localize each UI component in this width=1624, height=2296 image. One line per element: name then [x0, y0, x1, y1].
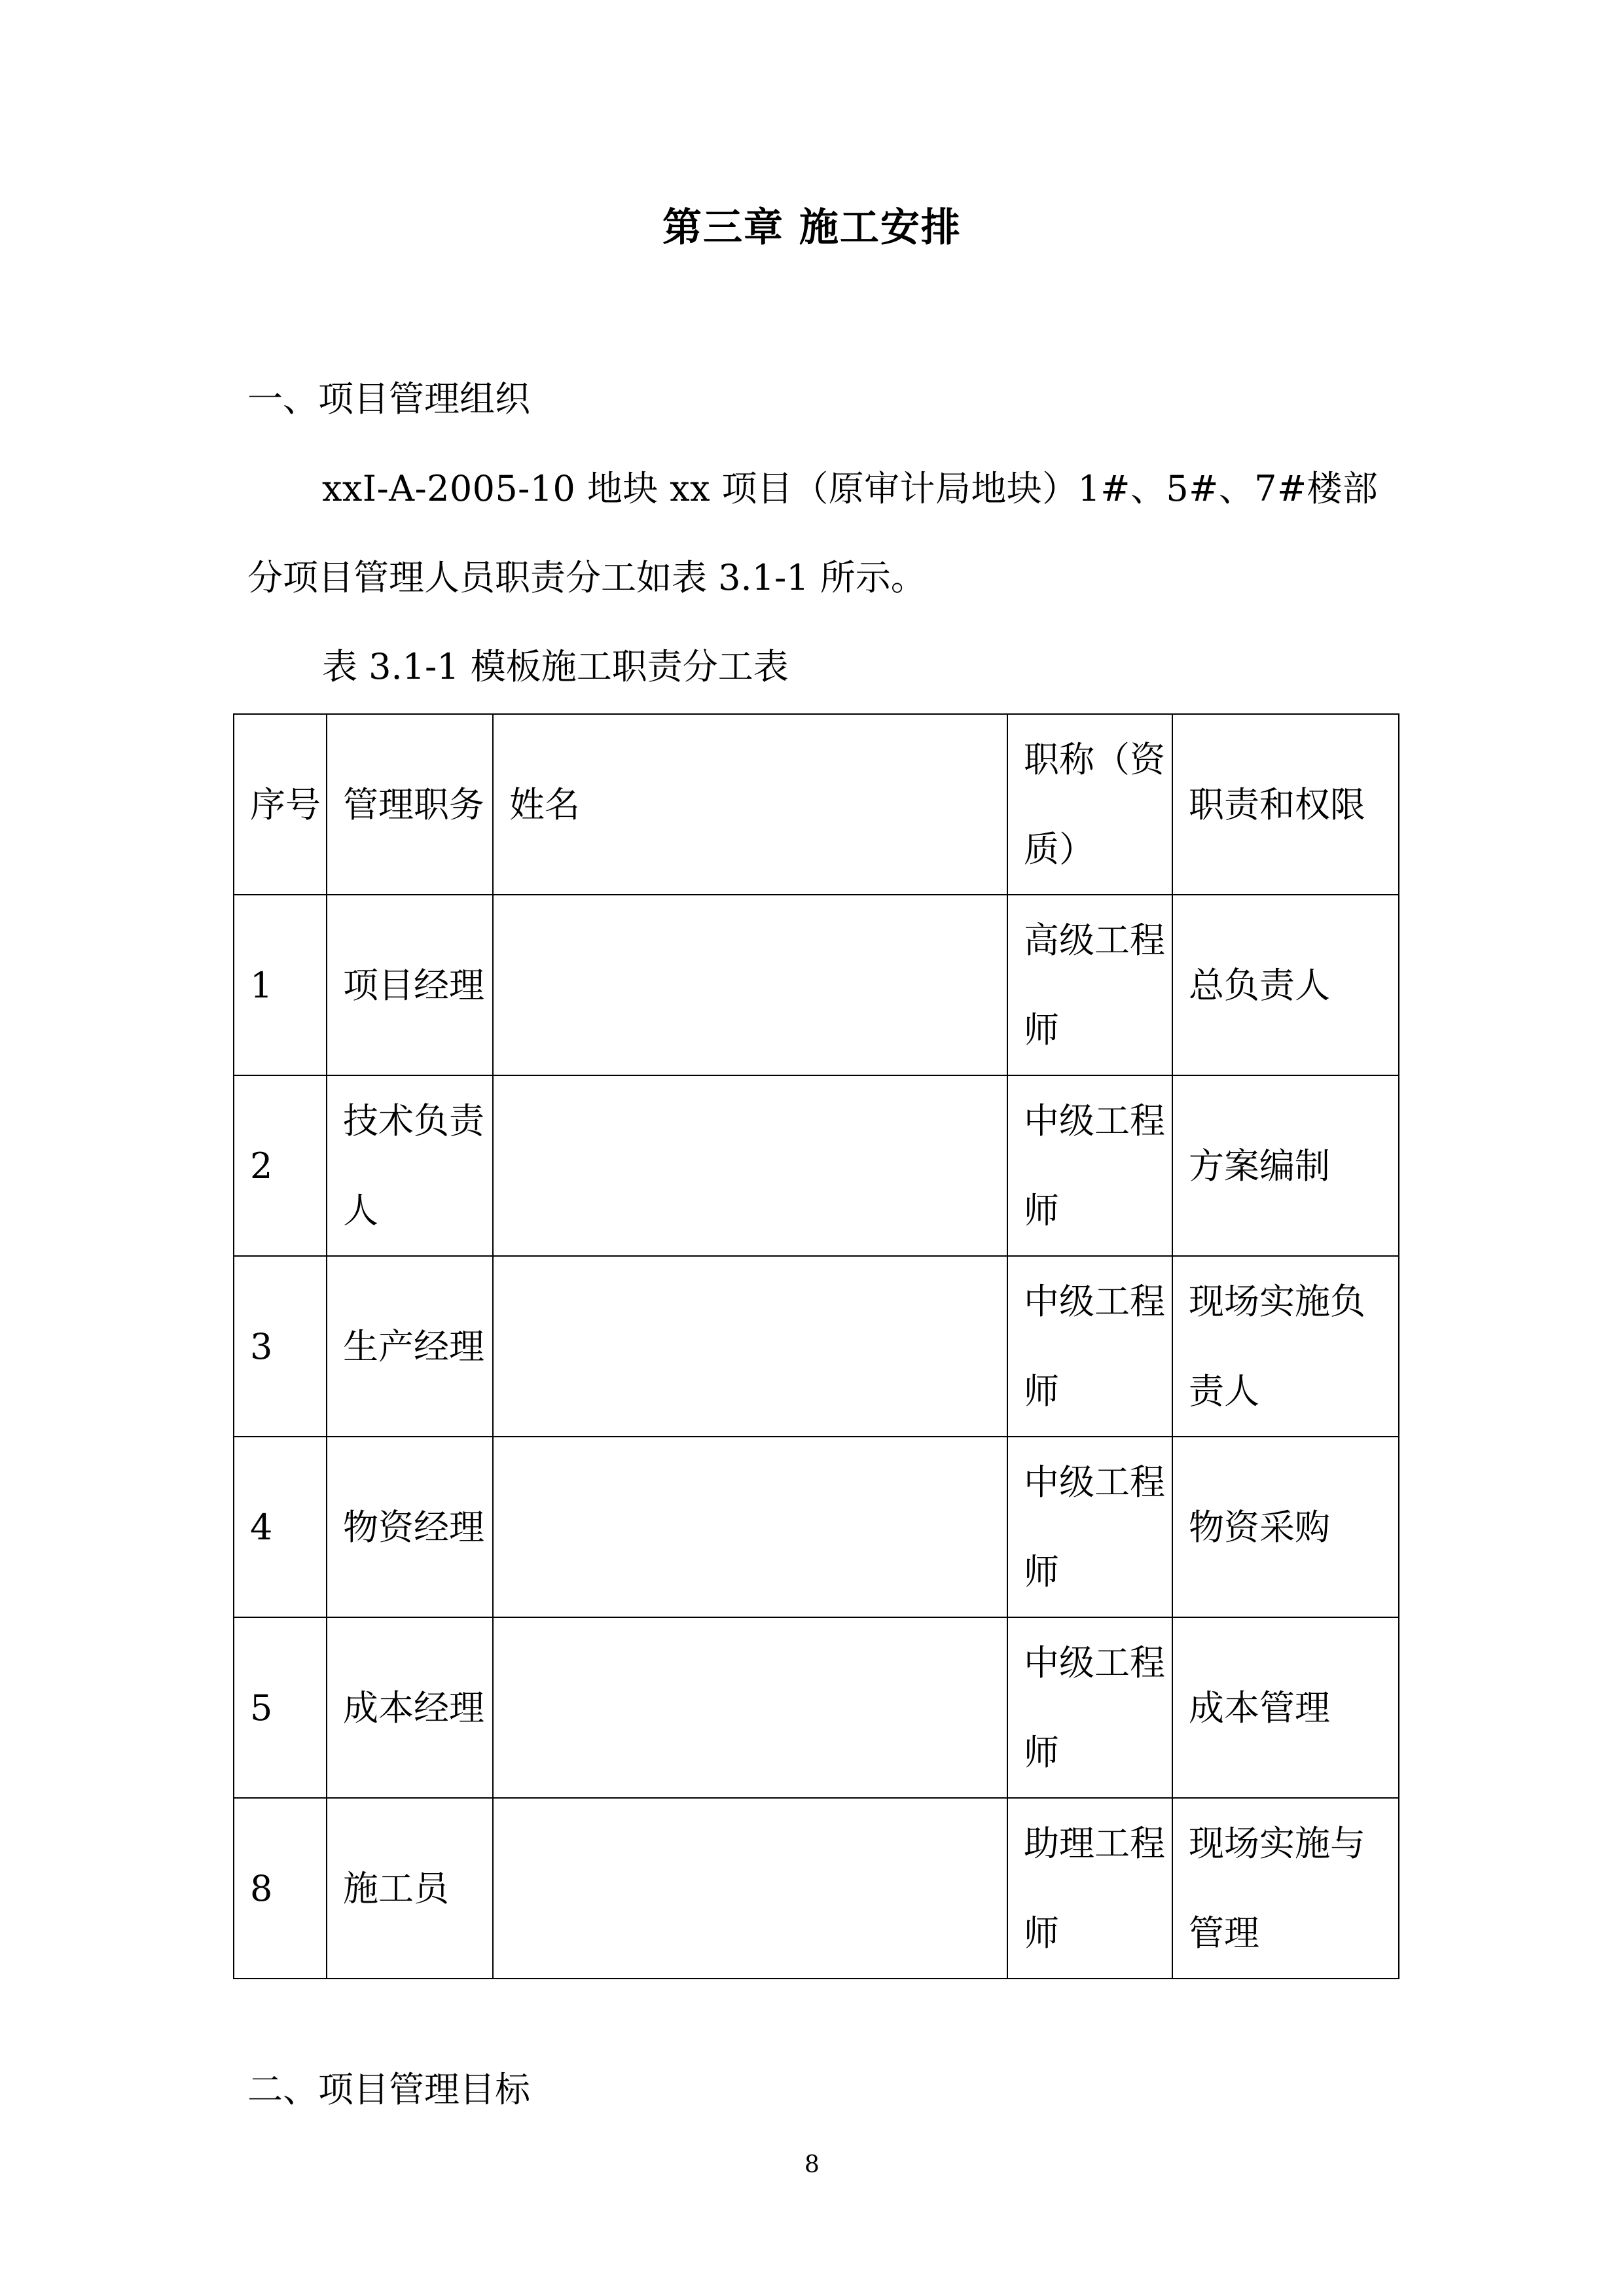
cell-duty: 方案编制 — [1172, 1075, 1399, 1256]
table-row — [234, 1256, 1399, 1437]
cell-seq: 8 — [234, 1798, 327, 1979]
header-name: 姓名 — [493, 714, 1007, 895]
cell-duty: 现场实施与管理 — [1172, 1798, 1399, 1979]
table-row — [234, 1798, 1399, 1979]
cell-title: 中级工程师 — [1007, 1617, 1172, 1798]
cell-name — [493, 1798, 1007, 1979]
cell-title: 中级工程师 — [1007, 1075, 1172, 1256]
cell-duty: 总负责人 — [1172, 895, 1399, 1075]
header-position: 管理职务 — [327, 714, 493, 895]
cell-duty: 现场实施负责人 — [1172, 1256, 1399, 1437]
cell-name — [493, 1256, 1007, 1437]
cell-seq: 5 — [234, 1617, 327, 1798]
section-heading-2: 二、项目管理目标 — [247, 2069, 530, 2110]
table-row — [234, 1075, 1399, 1256]
table-caption: 表 3.1-1 模板施工职责分工表 — [322, 646, 789, 687]
cell-name — [493, 1617, 1007, 1798]
cell-position: 物资经理 — [327, 1437, 493, 1617]
cell-name — [493, 895, 1007, 1075]
chapter-title: 第三章 施工安排 — [662, 205, 962, 251]
duty-table — [233, 713, 1399, 1979]
cell-seq: 2 — [234, 1075, 327, 1256]
cell-position: 成本经理 — [327, 1617, 493, 1798]
cell-duty: 物资采购 — [1172, 1437, 1399, 1617]
cell-seq: 1 — [234, 895, 327, 1075]
cell-position: 项目经理 — [327, 895, 493, 1075]
cell-position: 生产经理 — [327, 1256, 493, 1437]
cell-seq: 3 — [234, 1256, 327, 1437]
section-heading-1: 一、项目管理组织 — [247, 378, 530, 420]
table-row — [234, 895, 1399, 1075]
cell-position: 技术负责人 — [327, 1075, 493, 1256]
cell-name — [493, 1437, 1007, 1617]
header-duty: 职责和权限 — [1172, 714, 1399, 895]
cell-position: 施工员 — [327, 1798, 493, 1979]
cell-duty: 成本管理 — [1172, 1617, 1399, 1798]
intro-paragraph-line-1: xxI-A-2005-10 地块 xx 项目（原审计局地块）1#、5#、7#楼部 — [322, 468, 1379, 509]
intro-paragraph-line-2: 分项目管理人员职责分工如表 3.1-1 所示。 — [247, 557, 926, 598]
cell-name — [493, 1075, 1007, 1256]
cell-title: 高级工程师 — [1007, 895, 1172, 1075]
header-seq: 序号 — [234, 714, 327, 895]
header-title: 职称（资质） — [1007, 714, 1172, 895]
cell-title: 助理工程师 — [1007, 1798, 1172, 1979]
page-number: 8 — [804, 2151, 820, 2178]
cell-title: 中级工程师 — [1007, 1437, 1172, 1617]
cell-title: 中级工程师 — [1007, 1256, 1172, 1437]
table-row — [234, 1617, 1399, 1798]
table-row — [234, 1437, 1399, 1617]
table-header-row — [234, 714, 1399, 895]
cell-seq: 4 — [234, 1437, 327, 1617]
